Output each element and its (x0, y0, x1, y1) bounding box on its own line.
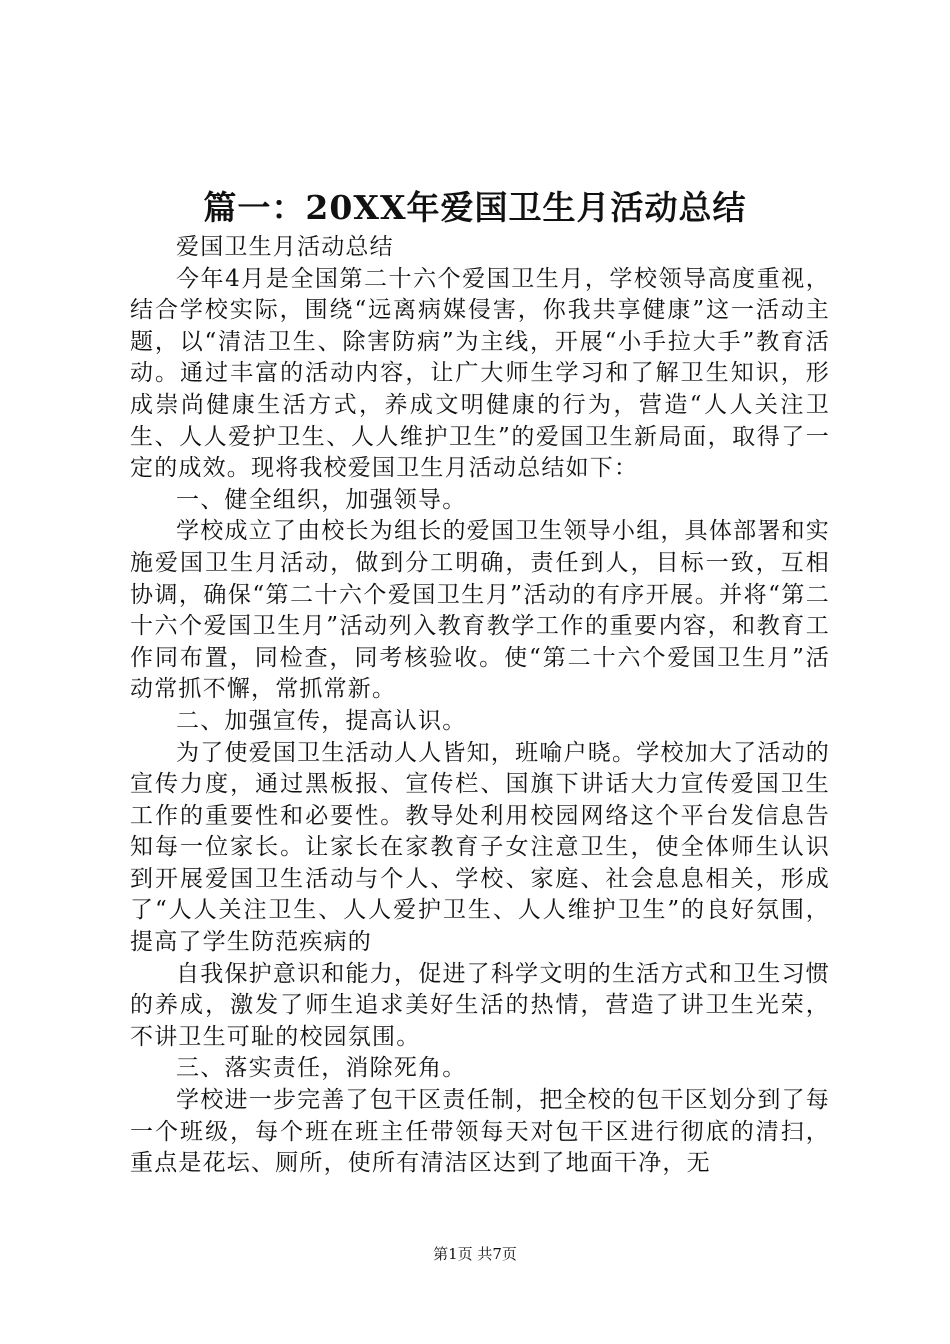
section-heading-2: 二、加强宣传，提高认识。 (176, 707, 467, 734)
document-title: 篇一：20XX年爱国卫生月活动总结 (203, 188, 747, 227)
paragraph-intro: 今年4月是全国第二十六个爱国卫生月，学校领导高度重视，结合学校实际，围绕“远离病媒侵害，你我共享健康”这一活动主题，以“清洁卫生、除害防病”为主线，开展“小手拉大手”教育活动。通过丰富的活动内容，让广大师生学习和了解卫生知识，形成崇尚健康生活方式，养成文明健康的行为，营造“人人关注卫生、人人爱护卫生、人人维护卫生”的爱国卫生新局面，取得了一定的成效。现将我校爱国卫生月活动总结如下： (130, 265, 830, 482)
section-heading-3: 三、落实责任，消除死角。 (176, 1055, 467, 1082)
paragraph-subtitle: 爱国卫生月活动总结 (176, 234, 394, 260)
paragraph-section-1: 学校成立了由校长为组长的爱国卫生领导小组，具体部署和实施爱国卫生月活动，做到分工明确，责任到人，目标一致，互相协调，确保“第二十六个爱国卫生月”活动的有序开展。并将“第二十六个爱国卫生月”活动列入教育教学工作的重要内容，和教育工作同布置，同检查，同考核验收。使“第二十六个爱国卫生月”活动常抓不懈，常抓常新。 (130, 518, 830, 703)
section-heading-1: 一、健全组织，加强领导。 (176, 486, 467, 513)
paragraph-section-2: 为了使爱国卫生活动人人皆知，班喻户晓。学校加大了活动的宣传力度，通过黑板报、宣传栏、国旗下讲话大力宣传爱国卫生工作的重要性和必要性。教导处利用校园网络这个平台发信息告知每一位家长。让家长在家教育子女注意卫生，使全体师生认识到开展爱国卫生活动与个人、学校、家庭、社会息息相关，形成了“人人关注卫生、人人爱护卫生、人人维护卫生”的良好氛围，提高了学生防范疾病的 (130, 739, 830, 956)
paragraph-section-2-cont: 自我保护意识和能力，促进了科学文明的生活方式和卫生习惯的养成，激发了师生追求美好生活的热情，营造了讲卫生光荣，不讲卫生可耻的校园氛围。 (130, 960, 830, 1050)
page-number: 第1页 共7页 (433, 1245, 517, 1263)
document-body (130, 232, 830, 1180)
paragraph-section-3: 学校进一步完善了包干区责任制，把全校的包干区划分到了每一个班级，每个班在班主任带领每天对包干区进行彻底的清扫，重点是花坛、厕所，使所有清洁区达到了地面干净，无 (130, 1087, 830, 1177)
